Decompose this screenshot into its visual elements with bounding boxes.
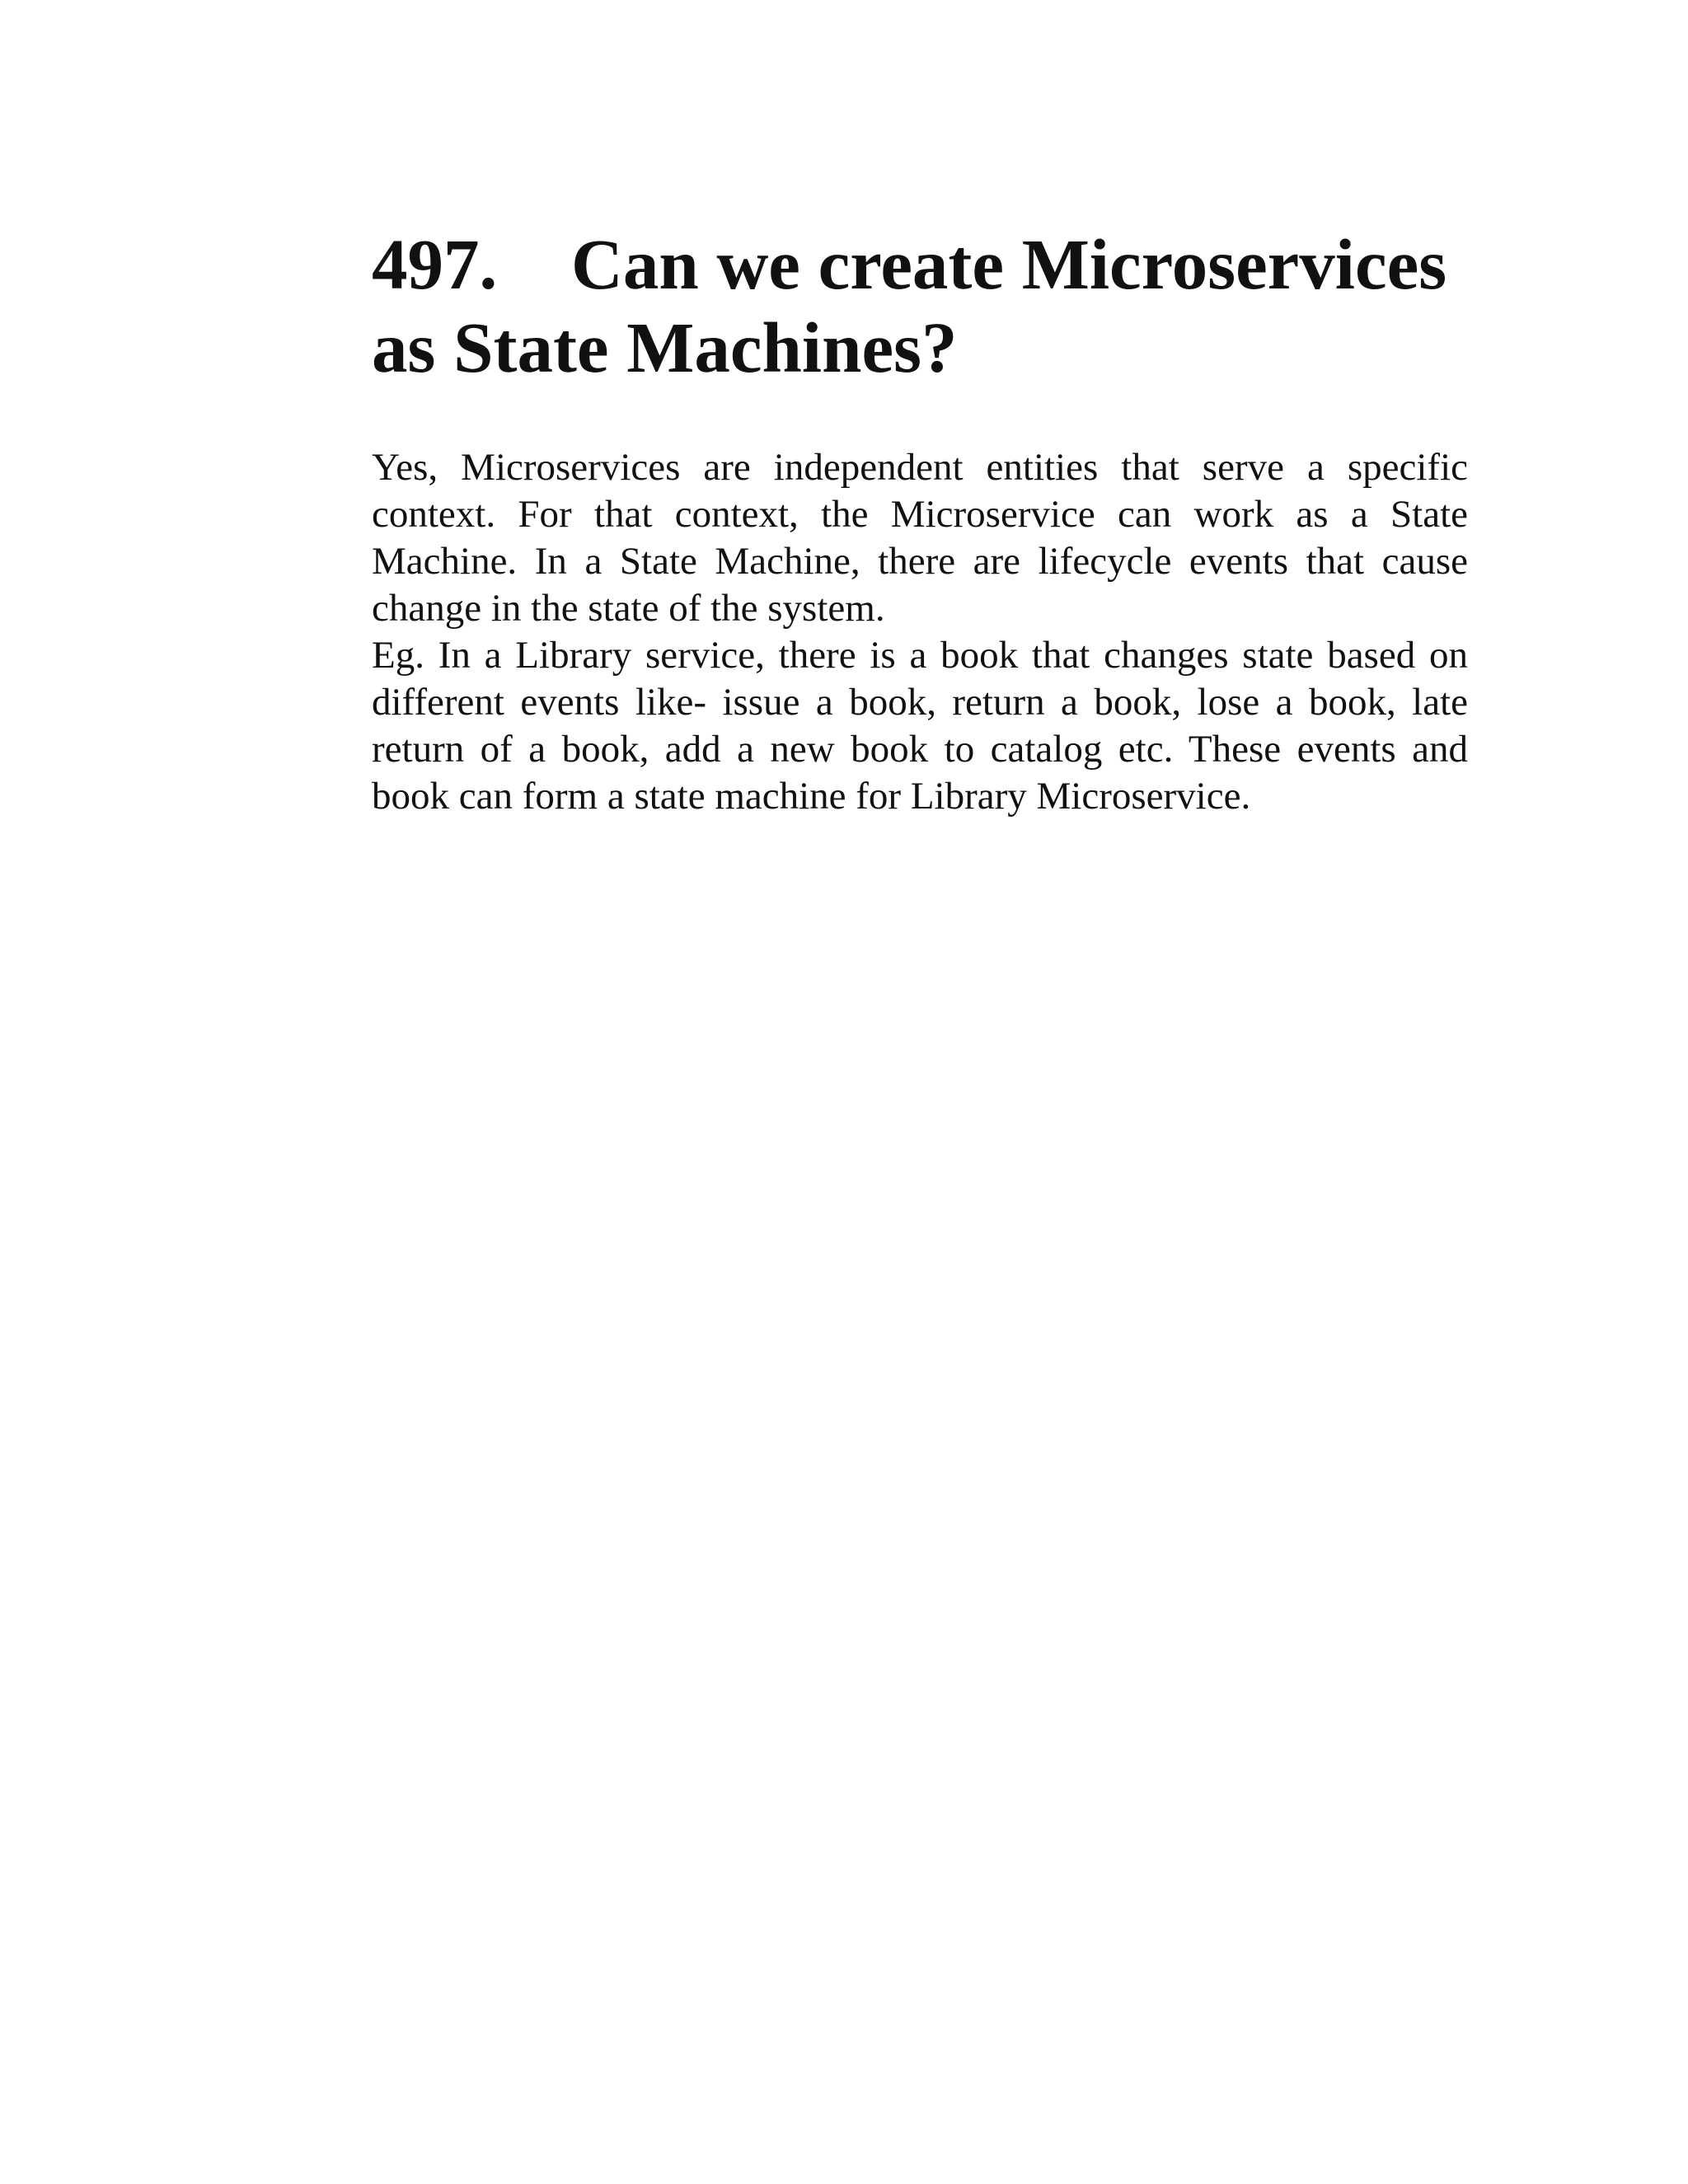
answer-paragraph-2: Eg. In a Library service, there is a book that changes state based on different events like- issue a book, return a book, lose a book, late return of a book, add a new book to catalog etc. These events and book can form a state machine for Library Microservice. [372,634,1468,818]
question-title-line-2: as State Machines? [372,307,958,387]
question-number: 497. [372,224,498,304]
answer-paragraph-1: Yes, Microservices are independent entities that serve a specific context. For that context, the Microservice can work as a State Machine. In a State Machine, there are lifecycle events that cause change in the state of the system. [372,446,1468,630]
page-content [372,223,1468,820]
question-title-line-1: Can we create Microservices [571,224,1447,304]
question-heading [372,223,1468,389]
